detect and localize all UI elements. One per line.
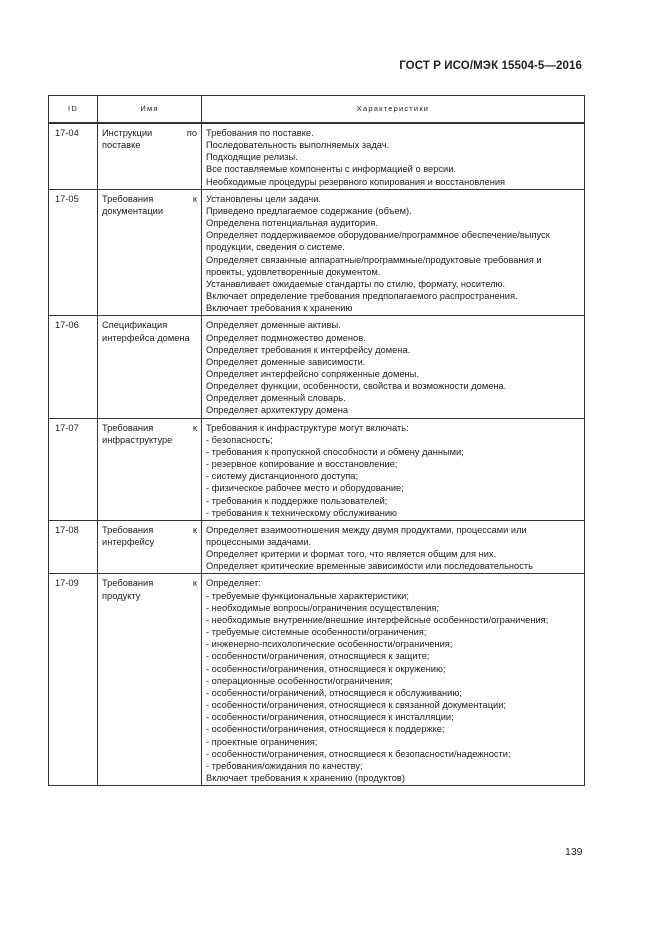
characteristic-line: - требования/ожидания по качеству;: [206, 760, 363, 771]
characteristic-line: - требования к поддержке пользователей;: [206, 495, 388, 506]
table-row: [49, 123, 585, 189]
characteristic-line: Включает определение требования предполагаемого распространения.: [206, 291, 518, 302]
characteristic-line: - особенности/ограничений, относящиеся к обслуживанию;: [206, 687, 462, 698]
characteristic-line: - проектные ограничения;: [206, 736, 318, 747]
characteristic-line: - необходимые внутренние/внешние интерфейсные особенности/ограничения;: [206, 614, 549, 625]
characteristic-line: - необходимые вопросы/ограничения осуществления;: [206, 602, 439, 613]
characteristic-line: - особенности/ограничения, относящиеся к инсталляции;: [206, 712, 454, 723]
row-id: 17-04: [49, 123, 98, 189]
row-characteristics: [202, 316, 585, 418]
characteristic-line: Подходящие релизы.: [206, 152, 298, 163]
column-header-characteristics: Характеристики: [202, 96, 585, 124]
row-name: Требования к интерфейсу: [98, 520, 202, 574]
characteristic-line: Все поставляемые компоненты с информацией о версии.: [206, 164, 456, 175]
characteristic-line: Определяет критические временные зависимости или последовательность: [206, 561, 533, 572]
row-name: Спецификация интерфейса домена: [98, 316, 202, 418]
characteristic-line: - особенности/ограничения, относящиеся к поддержке;: [206, 724, 445, 735]
page-number: 139: [565, 846, 583, 858]
row-characteristics: [202, 123, 585, 189]
table-row: [49, 189, 585, 316]
characteristic-line: - требуемые функциональные характеристики;: [206, 590, 409, 601]
row-id: 17-06: [49, 316, 98, 418]
characteristics-table: [48, 95, 585, 786]
document-header: ГОСТ Р ИСО/МЭК 15504-5—2016: [399, 60, 582, 72]
characteristic-line: Определяет доменный словарь.: [206, 393, 346, 404]
characteristic-line: Определяет критерии и формат того, что является общим для них.: [206, 549, 497, 560]
characteristic-line: Определяет связанные аппаратные/программные/продуктовые требования и проекты, удовлетворенные документом.: [206, 254, 542, 277]
characteristic-line: Необходимые процедуры резервного копирования и восстановления: [206, 176, 506, 187]
characteristic-line: Определяет требования к интерфейсу домена.: [206, 344, 411, 355]
column-header-name: Имя: [98, 96, 202, 124]
characteristic-line: - систему дистанционного доступа;: [206, 471, 359, 482]
row-id: 17-07: [49, 418, 98, 520]
characteristic-line: Определена потенциальная аудитория.: [206, 218, 378, 229]
characteristic-line: - особенности/ограничения, относящиеся к связанной документации;: [206, 700, 506, 711]
characteristic-line: - особенности/ограничения, относящиеся к защите;: [206, 651, 430, 662]
characteristic-line: Определяет архитектуру домена: [206, 405, 349, 416]
characteristic-line: Определяет поддерживаемое оборудование/программное обеспечение/выпуск продукции, сведения о системе.: [206, 230, 550, 253]
characteristic-line: Включает требования к хранению (продуктов): [206, 772, 405, 783]
characteristic-line: - физическое рабочее место и оборудование;: [206, 483, 404, 494]
characteristic-line: Установлены цели задачи.: [206, 193, 322, 204]
characteristic-line: - особенности/ограничения, относящиеся к окружению;: [206, 663, 446, 674]
characteristic-line: Определяет взаимоотношения между двумя продуктами, процессами или процессными задачами.: [206, 524, 527, 547]
characteristic-line: Определяет функции, особенности, свойства и возможности домена.: [206, 381, 507, 392]
table-row: [49, 574, 585, 786]
characteristic-line: - резервное копирование и восстановление;: [206, 459, 398, 470]
characteristic-line: Требования по поставке.: [206, 128, 314, 138]
characteristic-line: - требуемые системные особенности/ограничения;: [206, 627, 427, 638]
row-name: Инструкции по поставке: [98, 123, 202, 189]
characteristic-line: Определяет:: [206, 578, 261, 589]
table-row: [49, 418, 585, 520]
characteristic-line: Приведено предлагаемое содержание (объем).: [206, 205, 412, 216]
characteristic-line: Устанавливает ожидаемые стандарты по стилю, формату, носителю.: [206, 278, 506, 289]
characteristic-line: - операционные особенности/ограничения;: [206, 675, 393, 686]
characteristic-line: - инженерно-психологические особенности/ограничения;: [206, 639, 453, 650]
characteristic-line: - требования к техническому обслуживанию: [206, 507, 398, 518]
row-characteristics: [202, 520, 585, 574]
row-characteristics: [202, 189, 585, 316]
row-characteristics: [202, 574, 585, 786]
table-row: [49, 520, 585, 574]
characteristic-line: - безопасность;: [206, 434, 273, 445]
characteristic-line: Определяет доменные зависимости.: [206, 356, 366, 367]
table-row: [49, 316, 585, 418]
row-name: Требования к инфраструктуре: [98, 418, 202, 520]
characteristic-line: Определяет доменные активы.: [206, 320, 341, 331]
characteristic-line: Требования к инфраструктуре могут включать:: [206, 422, 409, 433]
row-name: Требования к документации: [98, 189, 202, 316]
characteristic-line: - особенности/ограничения, относящиеся к безопасности/надежности;: [206, 748, 511, 759]
column-header-id: ID: [49, 96, 98, 124]
row-characteristics: [202, 418, 585, 520]
row-id: 17-08: [49, 520, 98, 574]
table-body: [49, 123, 585, 786]
characteristic-line: Определяет подмножество доменов.: [206, 332, 366, 343]
row-name: Требования к продукту: [98, 574, 202, 786]
characteristic-line: Определяет интерфейсно сопряженные домены.: [206, 368, 419, 379]
table-header-row: [49, 96, 585, 124]
row-id: 17-09: [49, 574, 98, 786]
characteristic-line: Включает требования к хранению: [206, 303, 353, 314]
characteristic-line: Последовательность выполняемых задач.: [206, 140, 390, 151]
row-id: 17-05: [49, 189, 98, 316]
characteristic-line: - требования к пропускной способности и обмену данными;: [206, 446, 464, 457]
